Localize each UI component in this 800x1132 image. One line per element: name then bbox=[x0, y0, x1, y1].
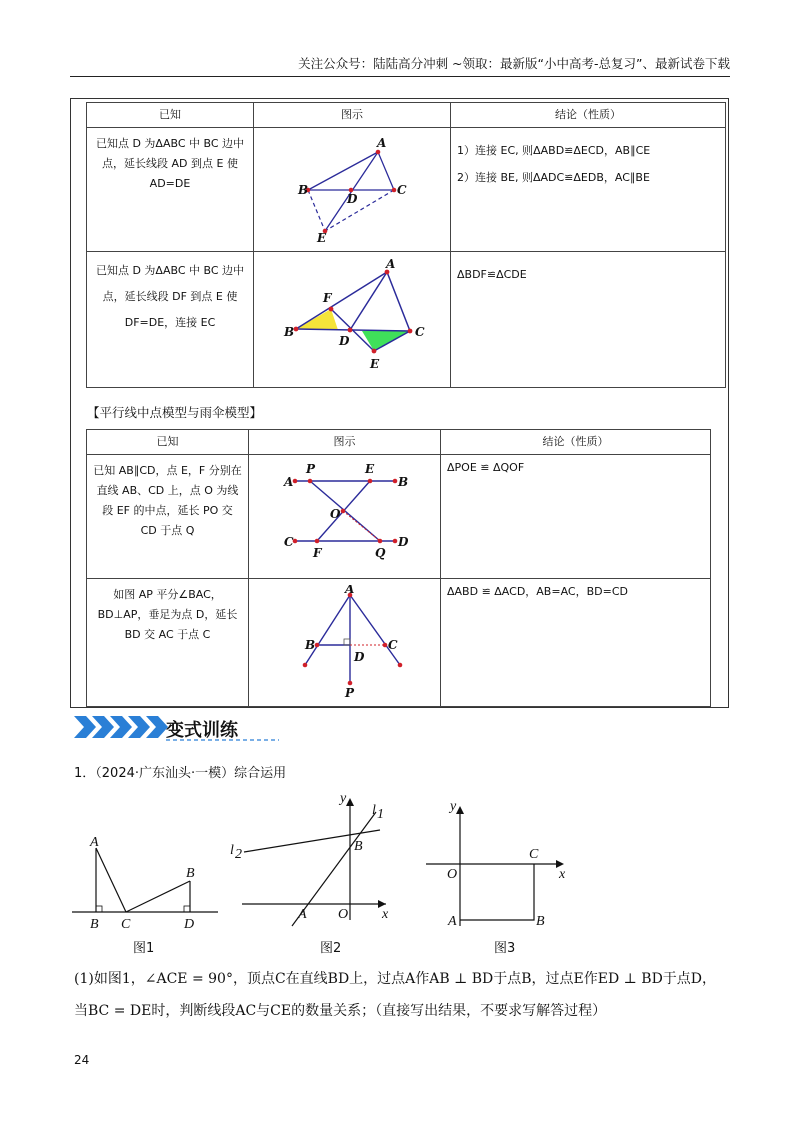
label-B: B bbox=[398, 475, 409, 489]
row1-figure bbox=[254, 128, 451, 252]
row4-figure bbox=[249, 579, 441, 707]
row2-conclusion bbox=[451, 252, 726, 388]
label-B: B bbox=[284, 325, 295, 339]
fig2-label-O: O bbox=[338, 907, 349, 922]
col-known: 已知 bbox=[87, 430, 249, 455]
label-D: D bbox=[339, 334, 350, 348]
section-heading: 【平行线中点模型与雨伞模型】 bbox=[87, 405, 263, 420]
label-D: D bbox=[347, 192, 358, 206]
label-O: O bbox=[330, 507, 341, 521]
row3-condition: 已知 AB∥CD，点 E，F 分别在直线 AB、CD 上，点 O 为线段 EF 的中点，延长 PO 交 CD 于点 Q bbox=[87, 455, 249, 579]
label-B: B bbox=[305, 638, 316, 652]
label-C: C bbox=[415, 325, 425, 339]
question-figures bbox=[70, 788, 570, 958]
row3-conclusion bbox=[441, 455, 711, 579]
label-C: C bbox=[397, 183, 407, 197]
fig2-label-l1-sub: 1 bbox=[377, 807, 384, 822]
label-A: A bbox=[386, 258, 396, 271]
question-part1-line1: (1)如图1，∠ACE = 90°，顶点C在直线BD上，过点A作AB ⊥ BD于点B，过点E作ED ⊥ BD于点D， bbox=[74, 971, 717, 987]
row1-conclusion bbox=[451, 128, 726, 252]
row4-result: ΔABD ≌ ΔACD，AB=AC，BD=CD bbox=[447, 585, 628, 598]
fig2-label-l1: l bbox=[372, 803, 376, 818]
label-F: F bbox=[313, 546, 322, 560]
label-D: D bbox=[398, 535, 409, 549]
fig1-label-C: C bbox=[121, 917, 131, 932]
fig2-label-B: B bbox=[354, 839, 363, 854]
median-extension-diagram bbox=[260, 134, 440, 242]
row2-result: ΔBDF≌ΔCDE bbox=[457, 268, 527, 281]
umbrella-model-diagram bbox=[255, 585, 430, 697]
page-header: 关注公众号：陆陆高分冲刺 ~领取：最新版“小中高考-总复习”、最新试卷下载 bbox=[70, 54, 730, 77]
fig2-label-A: A bbox=[298, 907, 307, 922]
label-Q: Q bbox=[375, 546, 386, 560]
fig1-caption: 图1 bbox=[133, 941, 155, 956]
fig1-label-B2: B bbox=[186, 866, 195, 881]
col-figure: 图示 bbox=[249, 430, 441, 455]
label-E: E bbox=[370, 357, 380, 371]
row1-result-1: 1）连接 EC, 则ΔABD≌ΔECD，AB∥CE bbox=[457, 144, 651, 157]
row4-conclusion bbox=[441, 579, 711, 707]
fig2-caption: 图2 bbox=[320, 941, 342, 956]
midpoint-table bbox=[86, 102, 726, 388]
label-C: C bbox=[284, 535, 294, 549]
col-conclusion: 结论（性质） bbox=[441, 430, 711, 455]
row3-figure bbox=[249, 455, 441, 579]
question-title: 1．（2024·广东汕头·一模）综合运用 bbox=[74, 766, 287, 781]
label-A: A bbox=[377, 136, 387, 150]
fig1-label-D: D bbox=[184, 917, 195, 932]
col-conclusion: 结论（性质） bbox=[451, 103, 726, 128]
fig3-label-y: y bbox=[450, 799, 457, 814]
label-A: A bbox=[345, 585, 355, 596]
row2-figure bbox=[254, 252, 451, 388]
figure-3 bbox=[426, 799, 566, 956]
col-known: 已知 bbox=[87, 103, 254, 128]
fig3-label-x: x bbox=[559, 867, 566, 882]
parallel-umbrella-table bbox=[86, 429, 711, 707]
row3-result: ΔPOE ≌ ΔQOF bbox=[447, 461, 525, 474]
section-title: 变式训练 bbox=[166, 720, 238, 741]
label-C: C bbox=[388, 638, 398, 652]
row1-result-2: 2）连接 BE, 则ΔADC≌ΔEDB，AC∥BE bbox=[457, 171, 650, 184]
label-P: P bbox=[306, 462, 316, 476]
midline-extension-diagram bbox=[260, 258, 440, 378]
fig3-label-O: O bbox=[447, 867, 458, 882]
label-F: F bbox=[323, 291, 332, 305]
question-part1-line2: 当BC = DE时，判断线段AC与CE的数量关系；（直接写出结果，不要求写解答过程） bbox=[74, 1003, 607, 1019]
parallel-midpoint-diagram bbox=[255, 461, 430, 569]
label-E: E bbox=[365, 462, 375, 476]
row4-condition: 如图 AP 平分∠BAC，BD⊥AP，垂足为点 D，延长 BD 交 AC 于点 C bbox=[87, 579, 249, 707]
label-A: A bbox=[284, 475, 294, 489]
fig1-label-B: B bbox=[90, 917, 99, 932]
label-B: B bbox=[298, 183, 309, 197]
figure-1 bbox=[72, 835, 218, 956]
fig2-label-l2: l bbox=[230, 843, 234, 858]
fig3-caption: 图3 bbox=[494, 941, 516, 956]
page-number: 24 bbox=[74, 1053, 90, 1067]
label-P: P bbox=[345, 686, 355, 697]
figure-2 bbox=[230, 791, 389, 956]
row1-condition: 已知点 D 为ΔABC 中 BC 边中点，延长线段 AD 到点 E 使 AD=DE bbox=[87, 128, 254, 252]
label-D: D bbox=[354, 650, 365, 664]
fig1-label-A: A bbox=[90, 835, 99, 850]
label-E: E bbox=[317, 231, 327, 242]
col-figure: 图示 bbox=[254, 103, 451, 128]
fig2-label-y: y bbox=[340, 791, 347, 806]
fig3-label-A: A bbox=[448, 914, 457, 929]
fig2-label-l2-sub: 2 bbox=[235, 847, 242, 862]
fig2-label-x: x bbox=[382, 907, 389, 922]
content-frame bbox=[70, 98, 729, 708]
fig3-label-C: C bbox=[529, 847, 539, 862]
row2-condition: 已知点 D 为ΔABC 中 BC 边中点，延长线段 DF 到点 E 使 DF=DE，连接 EC bbox=[87, 252, 254, 388]
fig3-label-B: B bbox=[536, 914, 545, 929]
